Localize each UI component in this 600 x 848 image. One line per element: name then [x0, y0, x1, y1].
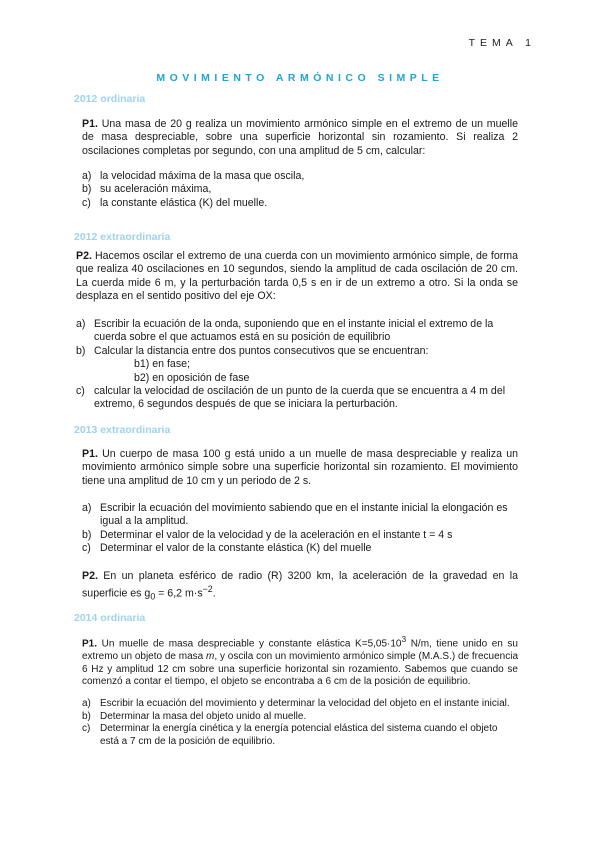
problem-2013-ext-p2: [82, 570, 518, 604]
section-heading-2013-extraordinaria: 2013 extraordinaria: [74, 424, 171, 436]
item-text: la constante elástica (K) del muelle.: [100, 196, 268, 209]
subitem-text: b1) en fase;: [134, 358, 190, 371]
list-item: [82, 542, 518, 555]
problem-text: .: [212, 587, 216, 600]
question-list-2013-ext: [82, 502, 518, 556]
list-item: [82, 170, 518, 183]
list-item: [82, 711, 518, 724]
problem-text: En un planeta esférico de radio (R) 3200 km, la aceleración de la gravedad en la superficie es g: [82, 570, 518, 600]
item-letter: b): [82, 183, 92, 196]
page-title: MOVIMIENTO ARMÓNICO SIMPLE: [156, 72, 444, 84]
list-item: [82, 698, 518, 711]
problem-2012-ext-p2: [76, 250, 518, 304]
item-letter: b): [82, 528, 92, 541]
problem-label: P2.: [76, 250, 92, 262]
subitem-text: b2) en oposición de fase: [134, 371, 250, 384]
item-text: Determinar la energía cinética y la energía potencial elástica del sistema cuando el objeto está a 7 cm de la posición de equilibrio.: [100, 723, 498, 747]
item-text: Determinar el valor de la constante elástica (K) del muelle: [100, 542, 372, 555]
question-list-2012-ext: [76, 318, 518, 412]
problem-2014-ord-p1: [82, 633, 518, 689]
superscript: 3: [401, 634, 407, 644]
item-letter: a): [82, 698, 91, 709]
list-item: [82, 529, 518, 542]
problem-label: P2.: [82, 570, 98, 582]
item-text: Calcular la distancia entre dos puntos consecutivos que se encuentran:: [94, 344, 429, 357]
subscript: 0: [150, 592, 156, 603]
item-letter: b): [82, 710, 91, 722]
section-heading-2014-ordinaria: 2014 ordinaria: [74, 612, 146, 624]
section-heading-2012-ordinaria: 2012 ordinaria: [74, 93, 146, 105]
question-list-2012-ord: [82, 170, 518, 210]
problem-text: Una masa de 20 g realiza un movimiento armónico simple en el extremo de un muelle de masa despreciable, sobre una superficie horizontal sin rozamiento. Si realiza 2 oscilaciones completas por segundo, con una amplitud de 5 cm, calcular:: [82, 118, 518, 157]
item-text: Escribir la ecuación del movimiento y determinar la velocidad del objeto en el instante inicial.: [100, 698, 510, 709]
list-item: [76, 318, 518, 345]
item-letter: c): [76, 385, 85, 398]
superscript: −2: [202, 584, 213, 595]
tema-label: TEMA 1: [468, 37, 536, 49]
problem-text: = 6,2 m·s: [155, 587, 203, 600]
item-text: Escribir la ecuación del movimiento sabiendo que en el instante inicial la elongación es igual a la amplitud.: [100, 502, 508, 528]
problem-2012-ord-p1: [82, 118, 518, 158]
list-item: [82, 723, 518, 748]
list-subitem: [76, 372, 518, 385]
item-text: calcular la velocidad de oscilación de un punto de la cuerda que se encuentra a 4 m del extremo, 6 segundos después de que se iniciara la perturbación.: [94, 385, 506, 411]
item-text: Determinar el valor de la velocidad y de la aceleración en el instante t = 4 s: [100, 528, 453, 541]
list-item: [82, 197, 518, 210]
problem-text: Un muelle de masa despreciable y constante elástica K=5,05·10: [97, 638, 402, 650]
list-item: [82, 502, 518, 529]
item-text: la velocidad máxima de la masa que oscila,: [100, 170, 305, 182]
problem-text: Hacemos oscilar el extremo de una cuerda con un movimiento armónico simple, de forma que realiza 40 oscilaciones en 10 segundos, siendo la amplitud de cada oscilación de 20 cm. La cuerda mide 6 m, y la perturbación tarda 0,5 s en ir de un extremo a otro. Si la onda se desplaza en el sentido positivo del eje OX:: [76, 250, 518, 303]
item-letter: c): [82, 723, 91, 735]
list-subitem: [76, 358, 518, 371]
problem-label: P1.: [82, 118, 98, 130]
list-item: [76, 385, 518, 412]
item-letter: c): [82, 542, 91, 555]
item-text: su aceleración máxima,: [100, 183, 212, 196]
question-list-2014-ord: [82, 698, 518, 748]
problem-text: N/m, tiene unido en su extremo un objeto de masa: [82, 638, 518, 662]
problem-label: P1.: [82, 448, 98, 460]
item-letter: a): [76, 318, 86, 330]
item-letter: a): [82, 170, 92, 182]
item-letter: a): [82, 502, 92, 514]
problem-text: , y oscila con un movimiento armónico simple (M.A.S.) de frecuencia 6 Hz y amplitud 12 cm sobre una superficie horizontal sin rozamiento. Sabemos que cuando se comenzó a contar el tiempo, el objeto se encontraba a 6 cm de la posición de equilibrio.: [82, 650, 518, 688]
problem-label: P1.: [82, 638, 98, 650]
item-text: Escribir la ecuación de la onda, suponiendo que en el instante inicial el extremo de la cuerda sobre el que actuamos está en su posición de equilibrio: [94, 318, 494, 344]
problem-2013-ext-p1: [82, 448, 518, 488]
list-item: [82, 183, 518, 196]
list-item: [76, 345, 518, 358]
item-text: Determinar la masa del objeto unido al muelle.: [100, 710, 307, 722]
section-heading-2012-extraordinaria: 2012 extraordinaria: [74, 231, 171, 243]
item-letter: c): [82, 196, 91, 209]
variable-m: m: [206, 650, 215, 662]
item-letter: b): [76, 344, 86, 357]
problem-text: Un cuerpo de masa 100 g está unido a un muelle de masa despreciable y realiza un movimiento armónico simple sobre una superficie horizontal sin rozamiento. El movimiento tiene una amplitud de 10 cm y un periodo de 2 s.: [82, 448, 518, 487]
